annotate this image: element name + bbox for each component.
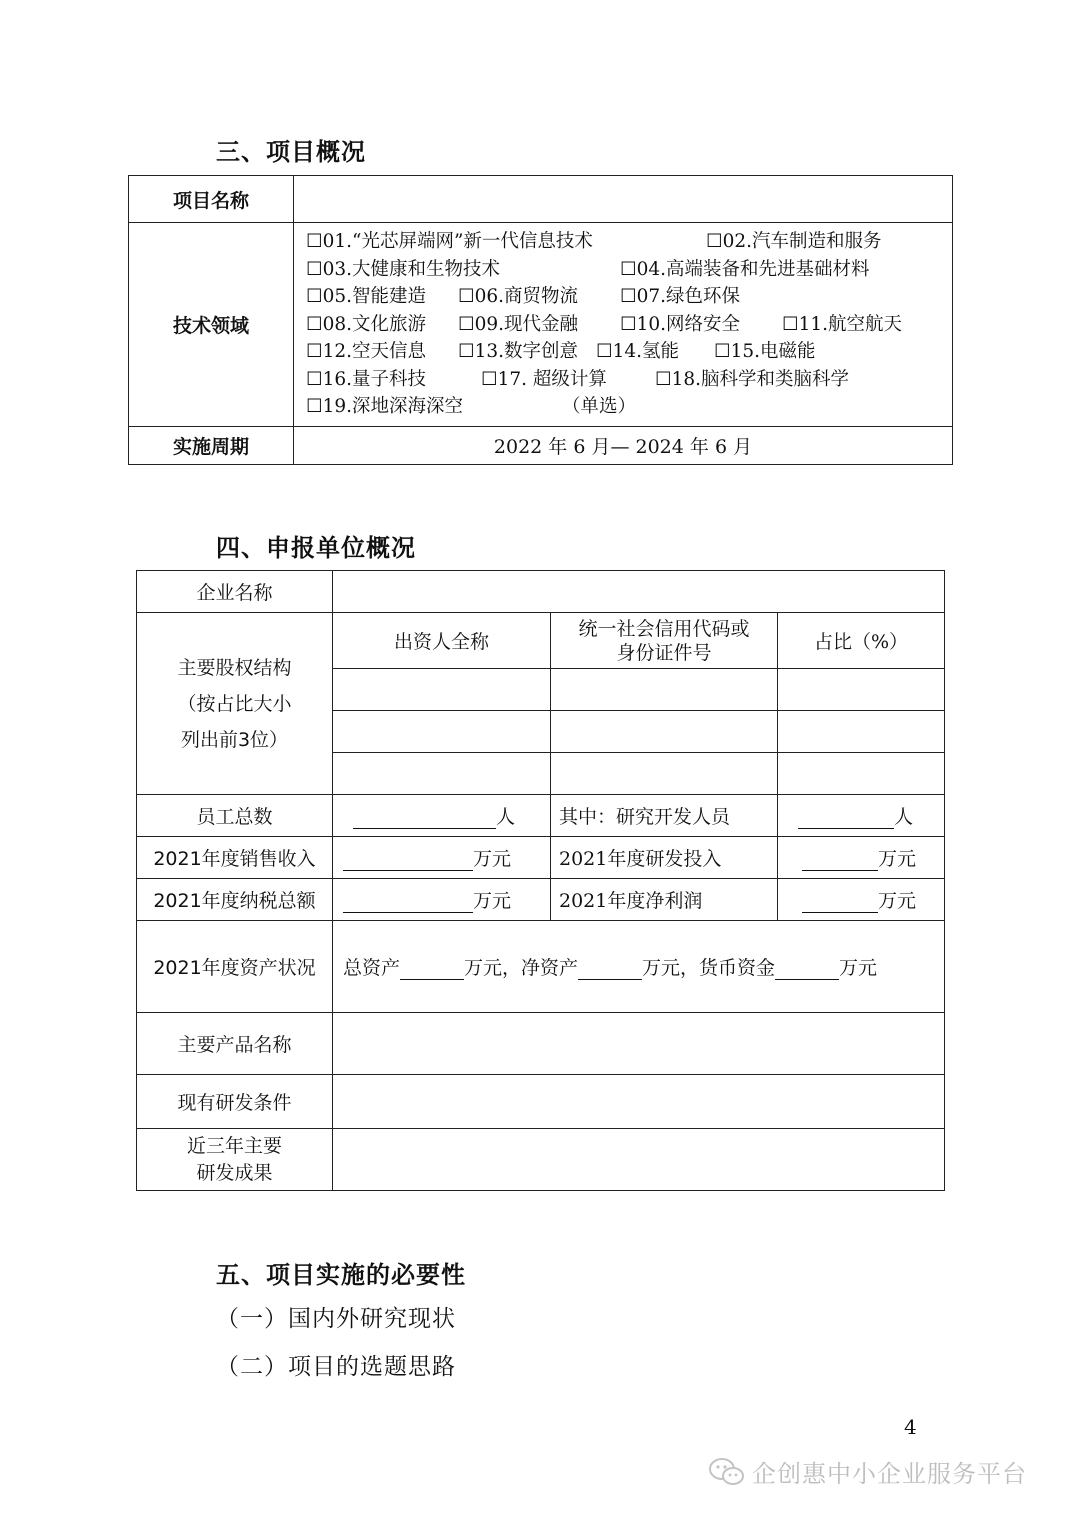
equity-cell[interactable] xyxy=(333,711,551,753)
company-overview-table xyxy=(136,570,945,1191)
period-value: 2022 年 6 月— 2024 年 6 月 xyxy=(294,427,953,465)
profit-cell xyxy=(778,879,945,921)
equity-cell[interactable] xyxy=(778,711,945,753)
section4-title: 四、申报单位概况 xyxy=(216,534,416,562)
equity-cell[interactable] xyxy=(333,753,551,795)
sales-row xyxy=(137,837,945,879)
project-name-label: 项目名称 xyxy=(129,176,294,223)
sales-cell xyxy=(333,837,551,879)
equity-cell[interactable] xyxy=(551,753,778,795)
company-name-label: 企业名称 xyxy=(137,571,333,613)
option-13[interactable]: ☐13.数字创意 xyxy=(458,341,579,363)
rd-staff-unit: 人 xyxy=(894,806,914,828)
rd-staff-blank[interactable] xyxy=(798,808,894,829)
staff-row xyxy=(137,795,945,837)
watermark-text: 企创惠中小企业服务平台 xyxy=(752,1460,1027,1488)
section5-sub1: （一）国内外研究现状 xyxy=(216,1306,456,1332)
option-18[interactable]: ☐18.脑科学和类脑科学 xyxy=(655,368,850,390)
staff-label: 员工总数 xyxy=(137,795,333,837)
equity-label-line1: 主要股权结构 xyxy=(177,656,292,679)
assets-row xyxy=(137,921,945,1013)
tech-field-row xyxy=(129,223,953,427)
products-field[interactable] xyxy=(333,1013,945,1075)
rd-invest-cell xyxy=(778,837,945,879)
staff-cell xyxy=(333,795,551,837)
rd-conditions-field[interactable] xyxy=(333,1075,945,1129)
equity-cell[interactable] xyxy=(778,753,945,795)
credit-code-header: 统一社会信用代码或身份证件号 xyxy=(551,613,778,669)
tax-cell xyxy=(333,879,551,921)
option-17[interactable]: ☐17. 超级计算 xyxy=(481,368,607,390)
equity-cell[interactable] xyxy=(778,669,945,711)
share-percent-header: 占比（%） xyxy=(778,613,945,669)
option-02[interactable]: ☐02.汽车制造和服务 xyxy=(706,231,882,253)
period-row xyxy=(129,427,953,465)
option-05[interactable]: ☐05.智能建造 xyxy=(306,286,427,308)
sales-label: 2021年度销售收入 xyxy=(137,837,333,879)
tech-field-label: 技术领域 xyxy=(129,223,294,427)
staff-unit: 人 xyxy=(496,806,516,828)
equity-cell[interactable] xyxy=(333,669,551,711)
option-04[interactable]: ☐04.高端装备和先进基础材料 xyxy=(620,258,870,280)
equity-header-row xyxy=(137,613,945,669)
equity-label xyxy=(137,613,333,795)
investor-name-header: 出资人全称 xyxy=(333,613,551,669)
profit-blank[interactable] xyxy=(802,892,878,913)
net-assets-blank[interactable] xyxy=(578,959,642,980)
tax-row xyxy=(137,879,945,921)
sales-unit: 万元 xyxy=(473,848,512,870)
sales-blank[interactable] xyxy=(343,850,473,871)
products-label: 主要产品名称 xyxy=(137,1013,333,1075)
tax-label: 2021年度纳税总额 xyxy=(137,879,333,921)
option-06[interactable]: ☐06.商贸物流 xyxy=(458,286,579,308)
rd-staff-cell xyxy=(778,795,945,837)
rd-invest-blank[interactable] xyxy=(802,850,878,871)
company-name-field[interactable] xyxy=(333,571,945,613)
rd-invest-label: 2021年度研发投入 xyxy=(551,837,778,879)
assets-cell xyxy=(333,921,945,1013)
tech-field-options xyxy=(294,223,953,427)
option-08[interactable]: ☐08.文化旅游 xyxy=(306,313,427,335)
total-assets-blank[interactable] xyxy=(400,959,464,980)
rd-results-label-line1: 近三年主要 xyxy=(186,1134,282,1157)
section5-title: 五、项目实施的必要性 xyxy=(216,1261,466,1289)
single-choice-note: （单选） xyxy=(562,396,637,418)
tax-blank[interactable] xyxy=(343,892,473,913)
option-07[interactable]: ☐07.绿色环保 xyxy=(620,286,741,308)
project-name-field[interactable] xyxy=(294,176,953,223)
rd-results-row xyxy=(137,1129,945,1191)
option-15[interactable]: ☐15.电磁能 xyxy=(714,341,816,363)
tax-unit: 万元 xyxy=(473,890,512,912)
option-09[interactable]: ☐09.现代金融 xyxy=(458,313,579,335)
rd-conditions-label: 现有研发条件 xyxy=(137,1075,333,1129)
section5-sub2: （二）项目的选题思路 xyxy=(216,1354,456,1380)
equity-cell[interactable] xyxy=(551,711,778,753)
option-11[interactable]: ☐11.航空航天 xyxy=(782,313,903,335)
project-name-row xyxy=(129,176,953,223)
option-12[interactable]: ☐12.空天信息 xyxy=(306,341,427,363)
profit-unit: 万元 xyxy=(878,890,917,912)
project-overview-table xyxy=(128,175,953,465)
period-label: 实施周期 xyxy=(129,427,294,465)
company-name-row xyxy=(137,571,945,613)
rd-staff-label: 其中：研究开发人员 xyxy=(551,795,778,837)
equity-cell[interactable] xyxy=(551,669,778,711)
products-row xyxy=(137,1013,945,1075)
section3-title: 三、项目概况 xyxy=(216,138,366,166)
rd-invest-unit: 万元 xyxy=(878,848,917,870)
wechat-icon xyxy=(708,1456,746,1488)
rd-results-field[interactable] xyxy=(333,1129,945,1191)
option-16[interactable]: ☐16.量子科技 xyxy=(306,368,427,390)
rd-conditions-row xyxy=(137,1075,945,1129)
option-03[interactable]: ☐03.大健康和生物技术 xyxy=(306,258,501,280)
staff-blank[interactable] xyxy=(353,808,496,829)
option-01[interactable]: ☐01.“光芯屏端网”新一代信息技术 xyxy=(306,231,593,253)
option-14[interactable]: ☐14.氢能 xyxy=(596,341,680,363)
assets-total-label: 总资产 xyxy=(343,957,401,979)
assets-sep2: 万元，货币资金 xyxy=(642,957,776,979)
rd-results-label xyxy=(137,1129,333,1191)
rd-results-label-line2: 研发成果 xyxy=(196,1161,273,1184)
assets-sep1: 万元，净资产 xyxy=(464,957,579,979)
profit-label: 2021年度净利润 xyxy=(551,879,778,921)
page-number: 4 xyxy=(904,1415,917,1439)
cash-blank[interactable] xyxy=(775,959,839,980)
equity-label-line3: 列出前3位） xyxy=(180,728,289,751)
assets-end: 万元 xyxy=(839,957,878,979)
option-19[interactable]: ☐19.深地深海深空 xyxy=(306,396,464,418)
equity-label-line2: （按占比大小 xyxy=(177,692,292,715)
option-10[interactable]: ☐10.网络安全 xyxy=(620,313,741,335)
assets-label: 2021年度资产状况 xyxy=(137,921,333,1013)
watermark xyxy=(708,1454,1027,1489)
